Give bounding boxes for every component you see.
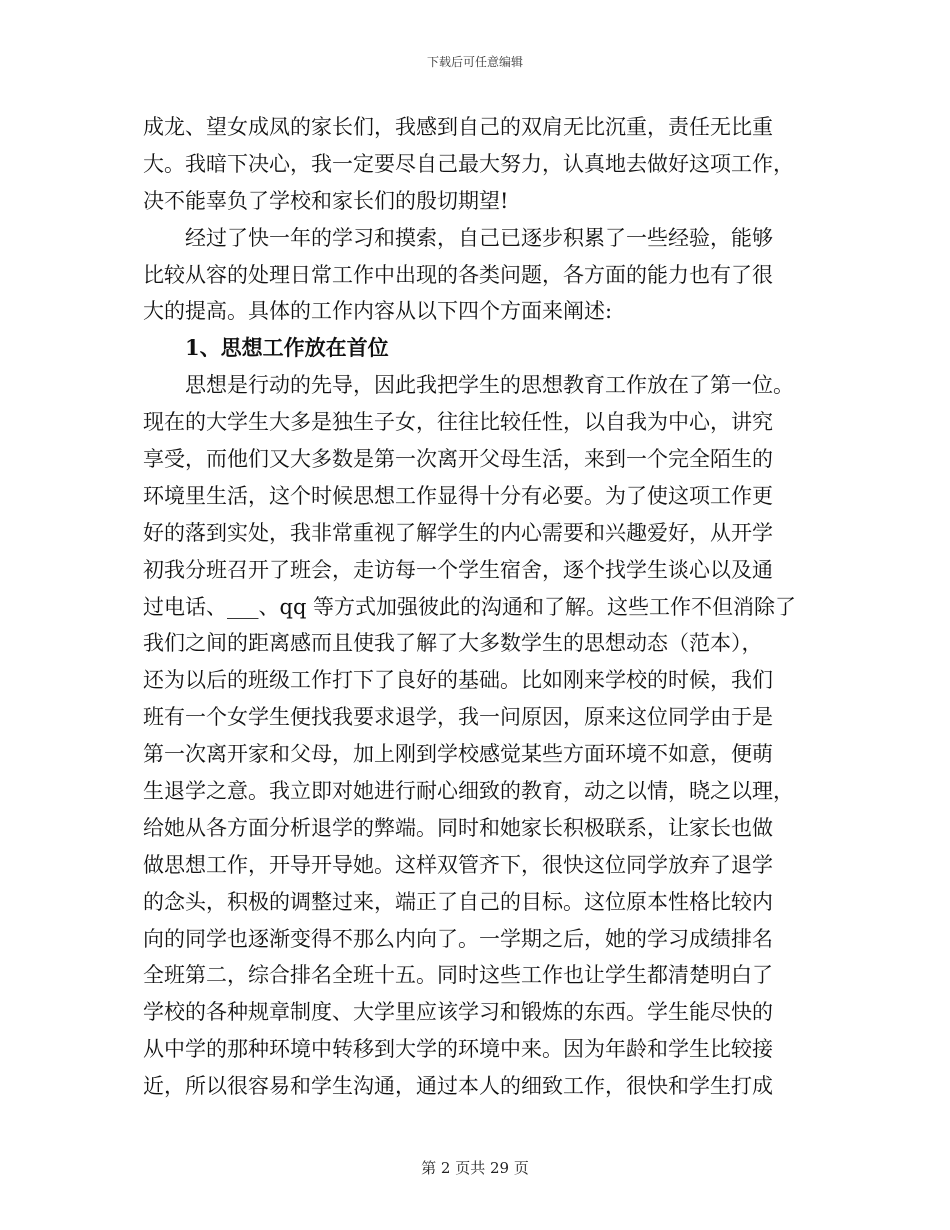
text-line: 向的同学也逐渐变得不那么内向了。一学期之后，她的学习成绩排名 bbox=[143, 926, 773, 951]
document-body bbox=[143, 109, 803, 1105]
text-line: 学校的各种规章制度、大学里应该学习和锻炼的东西。学生能尽快的 bbox=[143, 1000, 773, 1025]
text-line: 全班第二，综合排名全班十五。同时这些工作也让学生都清楚明白了 bbox=[143, 963, 773, 988]
text-line: 比较从容的处理日常工作中出现的各类问题，各方面的能力也有了很 bbox=[143, 262, 773, 287]
text-line: 生退学之意。我立即对她进行耐心细致的教育，动之以情，晓之以理， bbox=[143, 779, 794, 804]
text-line: 第一次离开家和父母，加上刚到学校感觉某些方面环境不如意，便萌 bbox=[143, 742, 773, 767]
text-line: 思想是行动的先导，因此我把学生的思想教育工作放在了第一位。 bbox=[185, 373, 794, 398]
text-line: 我们之间的距离感而且使我了解了大多数学生的思想动态（范本）， bbox=[143, 631, 763, 656]
text-line: 过电话、___、qq 等方式加强彼此的沟通和了解。这些工作不但消除了 bbox=[143, 594, 797, 619]
page-header: 下载后可任意编辑 bbox=[426, 55, 523, 69]
text-line: 大。我暗下决心，我一定要尽自己最大努力，认真地去做好这项工作， bbox=[143, 151, 794, 176]
text-line: 的念头，积极的调整过来，端正了自己的目标。这位原本性格比较内 bbox=[143, 889, 773, 914]
text-line: 成龙、望女成凤的家长们，我感到自己的双肩无比沉重，责任无比重 bbox=[143, 115, 773, 139]
section-heading: 1、思想工作放在首位 bbox=[185, 335, 389, 361]
text-line: 现在的大学生大多是独生子女，往往比较任性，以自我为中心，讲究 bbox=[143, 410, 773, 435]
text-line: 经过了快一年的学习和摸索，自己已逐步积累了一些经验，能够 bbox=[185, 225, 773, 250]
text-line: 初我分班召开了班会，走访每一个学生宿舍，逐个找学生谈心以及通 bbox=[143, 557, 773, 582]
text-line: 好的落到实处，我非常重视了解学生的内心需要和兴趣爱好，从开学 bbox=[143, 520, 773, 545]
text-line: 做思想工作，开导开导她。这样双管齐下，很快这位同学放弃了退学 bbox=[143, 852, 773, 877]
text-line: 近，所以很容易和学生沟通，通过本人的细致工作，很快和学生打成 bbox=[143, 1074, 773, 1099]
text-line: 给她从各方面分析退学的弊端。同时和她家长积极联系，让家长也做 bbox=[143, 815, 773, 840]
text-line: 大的提高。具体的工作内容从以下四个方面来阐述: bbox=[143, 299, 613, 324]
text-line: 决不能辜负了学校和家长们的殷切期望! bbox=[143, 188, 509, 213]
text-line: 还为以后的班级工作打下了良好的基础。比如刚来学校的时候，我们 bbox=[143, 668, 773, 693]
text-line: 环境里生活，这个时候思想工作显得十分有必要。为了使这项工作更 bbox=[143, 483, 773, 508]
page-footer: 第 2 页共 29 页 bbox=[421, 1159, 529, 1177]
text-line: 从中学的那种环境中转移到大学的环境中来。因为年龄和学生比较接 bbox=[143, 1037, 773, 1062]
text-line: 享受，而他们又大多数是第一次离开父母生活，来到一个完全陌生的 bbox=[143, 447, 773, 472]
text-line: 班有一个女学生便找我要求退学，我一问原因，原来这位同学由于是 bbox=[143, 705, 773, 730]
